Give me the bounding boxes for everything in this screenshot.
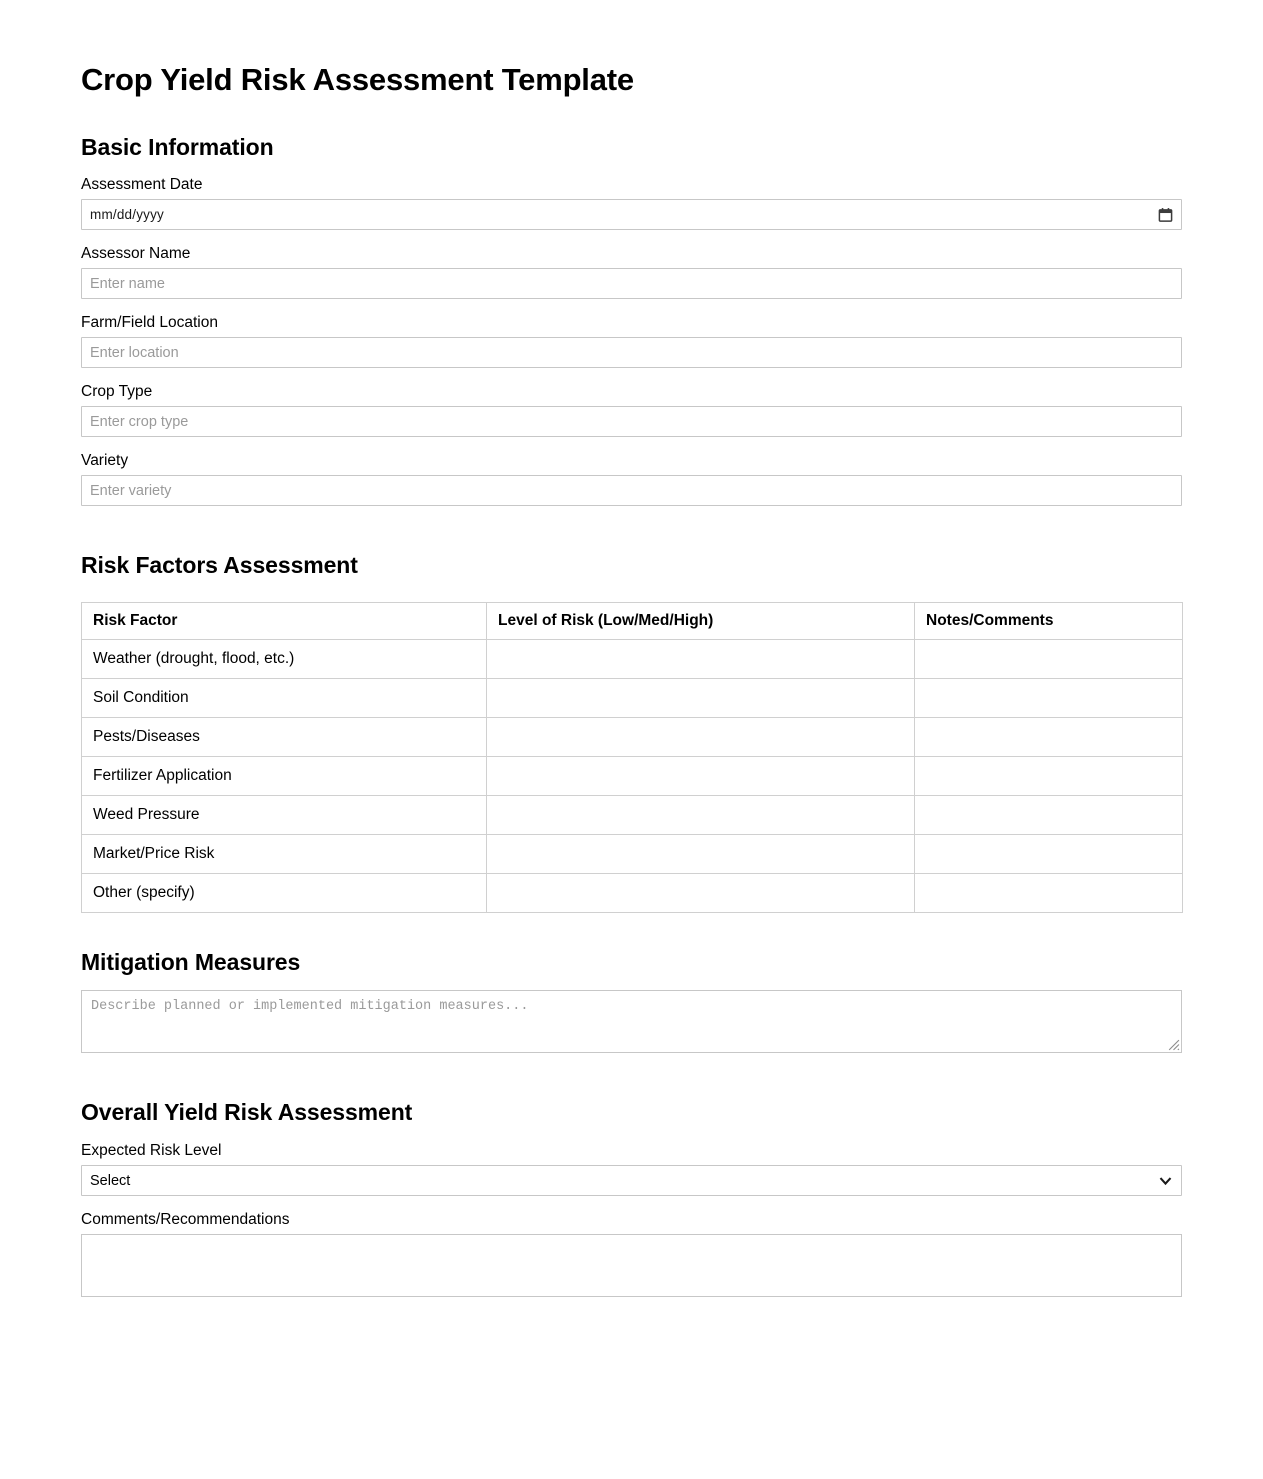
field-assessment-date	[81, 175, 1182, 230]
assessor-name-input[interactable]	[81, 268, 1182, 299]
date-placeholder-text: mm/dd/yyyy	[90, 207, 165, 223]
form-content	[81, 62, 1182, 1297]
risk-factors-table	[81, 602, 1183, 913]
resize-handle-icon[interactable]	[1167, 1038, 1180, 1051]
table-body	[82, 639, 1183, 912]
cell-notes[interactable]	[915, 795, 1183, 834]
cell-notes[interactable]	[915, 834, 1183, 873]
field-crop-type	[81, 382, 1182, 437]
label-farm-location: Farm/Field Location	[81, 314, 218, 332]
cell-risk-factor: Other (specify)	[82, 873, 487, 912]
section-heading-mitigation-measures: Mitigation Measures	[81, 948, 301, 975]
cell-notes[interactable]	[915, 639, 1183, 678]
field-comments-recommendations	[81, 1210, 1182, 1297]
field-variety	[81, 451, 1182, 506]
column-header-level-of-risk: Level of Risk (Low/Med/High)	[487, 602, 915, 639]
label-crop-type: Crop Type	[81, 383, 153, 401]
cell-level-of-risk[interactable]	[487, 639, 915, 678]
expected-risk-level-value: Select	[90, 1172, 131, 1189]
cell-level-of-risk[interactable]	[487, 678, 915, 717]
cell-risk-factor: Fertilizer Application	[82, 756, 487, 795]
crop-type-input[interactable]	[81, 406, 1182, 437]
label-assessment-date: Assessment Date	[81, 176, 203, 194]
section-heading-risk-factors: Risk Factors Assessment	[81, 552, 358, 579]
expected-risk-level-select[interactable]	[81, 1165, 1182, 1196]
variety-input[interactable]	[81, 475, 1182, 506]
cell-level-of-risk[interactable]	[487, 756, 915, 795]
cell-level-of-risk[interactable]	[487, 795, 915, 834]
field-expected-risk-level	[81, 1141, 1182, 1196]
table-row	[82, 639, 1183, 678]
section-heading-basic-information: Basic Information	[81, 133, 274, 160]
label-assessor-name: Assessor Name	[81, 245, 191, 263]
cell-notes[interactable]	[915, 756, 1183, 795]
comments-recommendations-textarea[interactable]	[81, 1234, 1182, 1297]
cell-level-of-risk[interactable]	[487, 873, 915, 912]
cell-risk-factor: Weather (drought, flood, etc.)	[82, 639, 487, 678]
calendar-icon[interactable]	[1158, 207, 1173, 222]
label-comments-recommendations: Comments/Recommendations	[81, 1211, 290, 1229]
field-assessor-name	[81, 244, 1182, 299]
section-heading-overall-yield-risk: Overall Yield Risk Assessment	[81, 1099, 413, 1126]
chevron-down-icon[interactable]	[1159, 1174, 1172, 1187]
cell-notes[interactable]	[915, 717, 1183, 756]
field-mitigation-measures	[81, 990, 1182, 1053]
cell-risk-factor: Pests/Diseases	[82, 717, 487, 756]
cell-notes[interactable]	[915, 678, 1183, 717]
cell-level-of-risk[interactable]	[487, 717, 915, 756]
cell-risk-factor: Market/Price Risk	[82, 834, 487, 873]
table-row	[82, 873, 1183, 912]
cell-risk-factor: Soil Condition	[82, 678, 487, 717]
mitigation-measures-textarea[interactable]	[81, 990, 1182, 1053]
column-header-notes-comments: Notes/Comments	[915, 602, 1183, 639]
cell-notes[interactable]	[915, 873, 1183, 912]
table-row	[82, 795, 1183, 834]
assessment-date-input[interactable]	[81, 199, 1182, 230]
table-header-row	[82, 602, 1183, 639]
label-variety: Variety	[81, 452, 129, 470]
column-header-risk-factor: Risk Factor	[82, 602, 487, 639]
table-row	[82, 678, 1183, 717]
page-title: Crop Yield Risk Assessment Template	[81, 62, 634, 97]
mitigation-placeholder-text: Describe planned or implemented mitigation measures...	[91, 999, 529, 1015]
farm-location-input[interactable]	[81, 337, 1182, 368]
cell-level-of-risk[interactable]	[487, 834, 915, 873]
table-row	[82, 756, 1183, 795]
cell-risk-factor: Weed Pressure	[82, 795, 487, 834]
table-row	[82, 717, 1183, 756]
table-header	[82, 602, 1183, 639]
field-farm-location	[81, 313, 1182, 368]
table-row	[82, 834, 1183, 873]
label-expected-risk-level: Expected Risk Level	[81, 1142, 222, 1160]
